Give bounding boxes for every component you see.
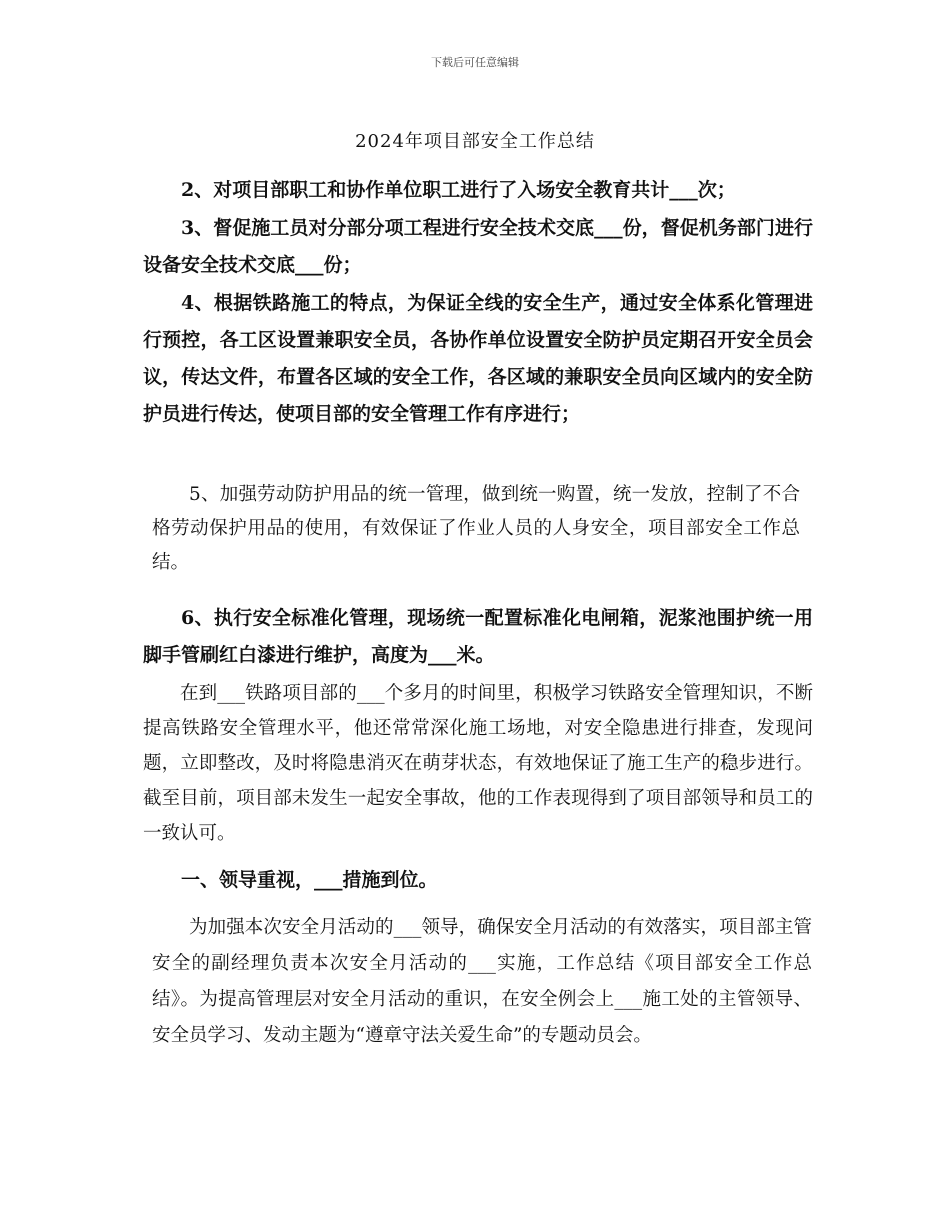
paragraph-2: 2、对项目部职工和协作单位职工进行了入场安全教育共计___次； (181, 179, 736, 201)
paragraph-9-block (152, 910, 812, 1054)
paragraph-7: 在到___铁路项目部的___个多月的时间里，积极学习铁路安全管理知识，不断提高铁路安全管理水平，他还常常深化施工场地，对安全隐患进行排查，发现问题，立即整改，及时将隐患消灭在萌芽状态，有效地保证了施工生产的稳步进行。截至目前，项目部未发生一起安全事故，他的工作表现得到了项目部领导和员工的一致认可。 (143, 683, 813, 844)
paragraph-5: 5、加强劳动防护用品的统一管理，做到统一购置，统一发放，控制了不合格劳动保护用品的使用，有效保证了作业人员的人身安全，项目部安全工作总结。 (152, 484, 800, 573)
document-title: 2024年项目部安全工作总结 (355, 131, 595, 152)
paragraph-3-block (143, 210, 813, 284)
paragraph-6-block (143, 600, 813, 674)
section-heading-1: 一、领导重视，___措施到位。 (181, 869, 438, 891)
paragraph-4: 4、根据铁路施工的特点，为保证全线的安全生产，通过安全体系化管理进行预控，各工区设置兼职安全员，各协作单位设置安全防护员定期召开安全员会议，传达文件，布置各区域的安全工作，各区域的兼职安全员向区域内的安全防护员进行传达，使项目部的安全管理工作有序进行； (143, 292, 813, 425)
page-header: 下载后可任意编辑 (431, 56, 519, 69)
paragraph-6: 6、执行安全标准化管理，现场统一配置标准化电闸箱，泥浆池围护统一用脚手管刷红白漆进行维护，高度为___米。 (143, 607, 813, 666)
paragraph-4-block (143, 285, 813, 433)
paragraph-7-block (143, 676, 813, 851)
paragraph-3: 3、督促施工员对分部分项工程进行安全技术交底___份，督促机务部门进行设备安全技术交底___份； (143, 217, 813, 276)
paragraph-5-block (152, 478, 800, 580)
paragraph-2-block (143, 172, 813, 209)
paragraph-9: 为加强本次安全月活动的___领导，确保安全月活动的有效落实，项目部主管安全的副经理负责本次安全月活动的___实施，工作总结《项目部安全工作总结》。为提高管理层对安全月活动的重识，在安全例会上___施工处的主管领导、安全员学习、发动主题为“遵章守法关爱生命”的专题动员会。 (152, 917, 812, 1046)
section-heading-block (143, 862, 813, 899)
